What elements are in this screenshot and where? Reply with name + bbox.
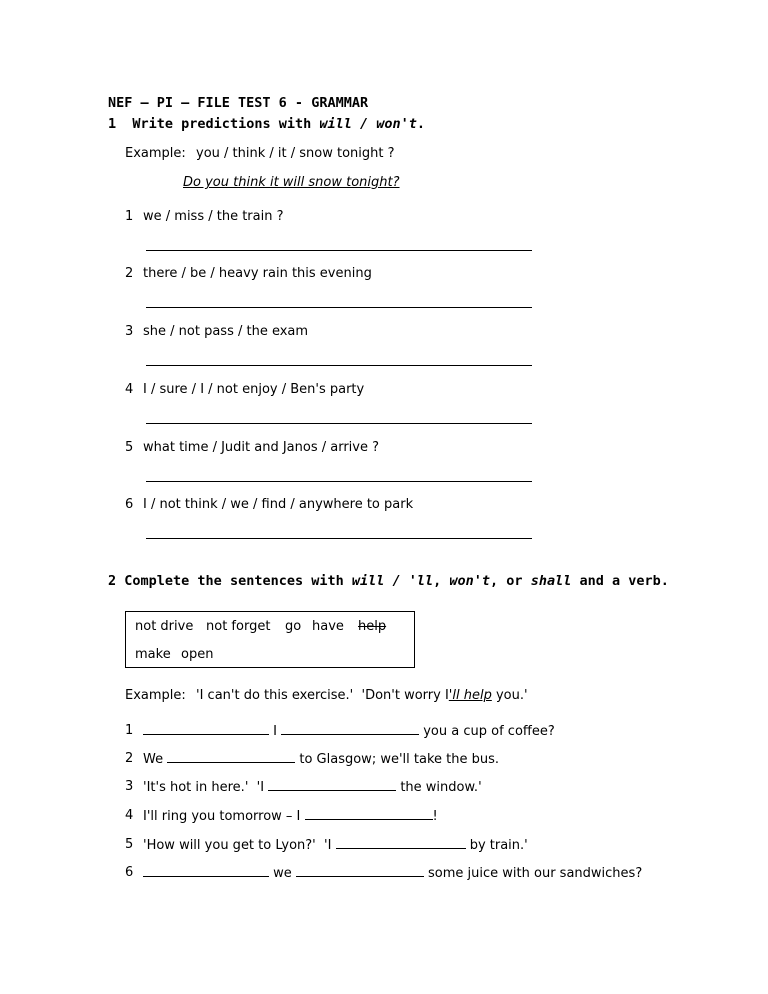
s2-item-num: 5: [125, 837, 134, 852]
section1-instruction-a: Write predictions with: [132, 116, 320, 132]
s2-item-num: 3: [125, 779, 134, 794]
section2-example-label: Example:: [125, 688, 186, 703]
section2-number: 2: [108, 573, 117, 589]
word-box-item: not drive: [135, 619, 194, 634]
blank-input[interactable]: [143, 723, 269, 735]
section1-example-prompt: you / think / it / snow tonight ?: [196, 146, 395, 161]
section2-example: [196, 688, 528, 703]
s2-text: some juice with our sandwiches?: [423, 866, 643, 881]
s1-answer-line-5[interactable]: [146, 481, 532, 482]
blank-input[interactable]: [167, 751, 295, 763]
section2-instruction-c: , or: [490, 573, 531, 589]
section2-em-wont: won't: [449, 573, 491, 589]
page-title: NEF – PI – FILE TEST 6 - GRAMMAR: [108, 95, 369, 111]
s1-item-num: 3: [125, 324, 134, 339]
s1-item-prompt: she / not pass / the exam: [143, 324, 309, 339]
section1-example-answer: Do you think it will snow tonight?: [183, 175, 400, 190]
s2-text: !: [432, 809, 438, 824]
blank-input[interactable]: [143, 865, 269, 877]
s1-answer-line-1[interactable]: [146, 250, 532, 251]
blank-input[interactable]: [268, 779, 396, 791]
s2-item-num: 2: [125, 751, 134, 766]
word-box-item-struck: help: [358, 619, 387, 634]
s2-item-sentence: [143, 865, 642, 881]
s1-answer-line-3[interactable]: [146, 365, 532, 366]
s2-text: 'It's hot in here.' 'I: [143, 780, 269, 795]
section1-example-label: Example:: [125, 146, 186, 161]
s2-item-sentence: [143, 779, 482, 795]
s1-item-num: 2: [125, 266, 134, 281]
s2-text: you a cup of coffee?: [419, 724, 555, 739]
s2-text: we: [269, 866, 296, 881]
section1-instruction-b: .: [416, 116, 426, 132]
section2-em-will: will / 'll: [351, 573, 434, 589]
s1-item-prompt: I / sure / I / not enjoy / Ben's party: [143, 382, 365, 397]
section1-heading: [108, 116, 425, 132]
s1-item-num: 4: [125, 382, 134, 397]
word-box-item: have: [312, 619, 344, 634]
s1-item-prompt: what time / Judit and Janos / arrive ?: [143, 440, 380, 455]
s2-text: I'll ring you tomorrow – I: [143, 809, 305, 824]
section2-em-shall: shall: [530, 573, 572, 589]
s1-item-num: 1: [125, 209, 134, 224]
section2-heading: [108, 573, 669, 589]
s2-item-sentence: [143, 837, 528, 853]
section2-instruction-a: Complete the sentences with: [124, 573, 352, 589]
s2-text: by train.': [465, 838, 528, 853]
s2-item-sentence: [143, 751, 499, 767]
word-box-item: go: [285, 619, 302, 634]
s2-item-num: 4: [125, 808, 134, 823]
word-box-item: make: [135, 647, 171, 662]
s2-text: the window.': [396, 780, 482, 795]
s1-answer-line-2[interactable]: [146, 307, 532, 308]
section1-instruction-em: will / won't: [319, 116, 417, 132]
s2-text: We: [143, 752, 168, 767]
s1-answer-line-4[interactable]: [146, 423, 532, 424]
section2-example-a: 'I can't do this exercise.' 'Don't worry I: [196, 688, 449, 703]
section2-instruction-d: and a verb.: [571, 573, 669, 589]
s1-item-prompt: there / be / heavy rain this evening: [143, 266, 372, 281]
s1-item-num: 5: [125, 440, 134, 455]
blank-input[interactable]: [281, 723, 419, 735]
section1-number: 1: [108, 116, 117, 132]
s1-item-num: 6: [125, 497, 134, 512]
section2-example-b: you.': [491, 688, 528, 703]
s2-text: 'How will you get to Lyon?' 'I: [143, 838, 336, 853]
s2-item-num: 1: [125, 723, 134, 738]
section2-example-answer: 'll help: [448, 688, 492, 703]
s2-item-sentence: [143, 808, 438, 824]
blank-input[interactable]: [336, 837, 466, 849]
s2-text: I: [269, 724, 282, 739]
s2-item-num: 6: [125, 865, 134, 880]
s2-item-sentence: [143, 723, 555, 739]
word-box-item: not forget: [206, 619, 271, 634]
blank-input[interactable]: [296, 865, 424, 877]
section2-instruction-b: ,: [433, 573, 450, 589]
word-box-item: open: [181, 647, 214, 662]
s2-text: to Glasgow; we'll take the bus.: [295, 752, 500, 767]
blank-input[interactable]: [305, 808, 433, 820]
s1-answer-line-6[interactable]: [146, 538, 532, 539]
s1-item-prompt: we / miss / the train ?: [143, 209, 284, 224]
s1-item-prompt: I / not think / we / find / anywhere to park: [143, 497, 414, 512]
